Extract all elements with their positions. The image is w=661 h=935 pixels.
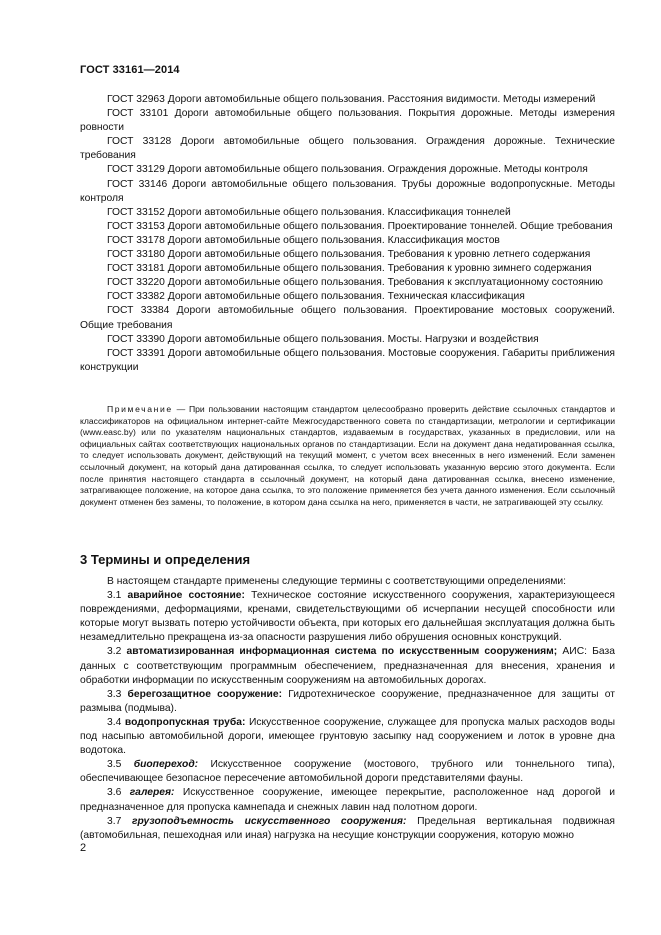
document-code-header: ГОСТ 33161—2014 [80, 64, 180, 76]
term-number: 3.7 [107, 815, 133, 827]
term-number: 3.1 [107, 590, 128, 602]
reference-item: ГОСТ 33146 Дороги автомобильные общего пользования. Трубы дорожные водопропускные. Методы контроля [80, 178, 615, 204]
term-item [80, 716, 615, 758]
term-name: берегозащитное сооружение: [127, 688, 283, 700]
normative-references-list [80, 93, 615, 375]
reference-item: ГОСТ 33220 Дороги автомобильные общего пользования. Требования к эксплуатационному состоянию [107, 277, 603, 289]
reference-item: ГОСТ 33382 Дороги автомобильные общего пользования. Техническая классификация [107, 291, 525, 303]
term-item [80, 786, 615, 814]
term-name: водопропускная труба: [124, 716, 246, 728]
term-name: биопереход: [133, 759, 199, 771]
term-name: грузоподъемность искусственного сооружения: [132, 815, 407, 827]
note-paragraph [80, 404, 615, 508]
page-number: 2 [80, 842, 87, 854]
term-definition: АИС: База данных с соответствующим программным обеспечением, предназначенная для внесения, хранения и обработки информации по искусственным сооружениям на автомобильных дорогах. [80, 646, 615, 686]
term-item [80, 688, 615, 716]
reference-item: ГОСТ 33152 Дороги автомобильные общего пользования. Классификация тоннелей [107, 206, 511, 218]
term-definition: Искусственное сооружение (мостового, трубного или тоннельного типа), обеспечивающее безопасное пересечение автомобильной дороги представителями фауны. [80, 759, 615, 785]
term-number: 3.3 [107, 688, 128, 700]
term-definition: Техническое состояние искусственного сооружения, характеризующееся повреждениями, деформациями, кренами, свидетельствующими об исчерпании несущей способности или которые могут вызвать потерю устойчивости объекта, при которых его дальнейшая эксплуатация должна быть незамедлительно прекращена из-за опасности разрушения либо обрушения основных конструкций. [80, 590, 615, 644]
reference-item: ГОСТ 33181 Дороги автомобильные общего пользования. Требования к уровню зимнего содержания [107, 263, 592, 275]
term-number: 3.4 [107, 716, 125, 728]
section-intro: В настоящем стандарте применены следующие термины с соответствующими определениями: [107, 576, 567, 587]
term-item [80, 589, 615, 645]
note-text: — При пользовании настоящим стандартом целесообразно проверить действие ссылочных стандартов и классификаторов на официальном интернет-сайте Межгосударственного совета по стандартизации, метрологии и сертификации (www.easc.by) или по указателям национальных стандартов, издаваемым в государствах, указанных в предисловии, или на официальных сайтах соответствующих национальных органов по стандартизации. Если на документ дана недатированная ссылка, то следует использовать документ, действующий на текущий момент, с учетом всех внесенных в него изменений. Если заменен ссылочный документ, на который дана датированная ссылка, то следует использовать указанную версию этого документа. Если после принятия настоящего стандарта в ссылочный документ, на который дана датированная ссылка, внесено изменение, затрагивающее положение, на которое дана ссылка, то это положение применяется без учета данного изменения. Если ссылочный документ отменен без замены, то положение, в котором дана ссылка на него, применяется в части, не затрагивающей эту ссылку. [80, 404, 615, 507]
term-name: автоматизированная информационная система по искусственным сооружениям; [126, 646, 558, 658]
term-name: аварийное состояние: [127, 590, 245, 602]
reference-item: ГОСТ 33128 Дороги автомобильные общего пользования. Ограждения дорожные. Технические требования [80, 136, 615, 162]
reference-item: ГОСТ 33390 Дороги автомобильные общего пользования. Мосты. Нагрузки и воздействия [107, 333, 539, 345]
term-item [80, 645, 615, 687]
terms-list [80, 575, 615, 843]
reference-item: ГОСТ 33384 Дороги автомобильные общего пользования. Проектирование мостовых сооружений. Общие требования [80, 305, 615, 331]
reference-item: ГОСТ 32963 Дороги автомобильные общего пользования. Расстояния видимости. Методы измерений [107, 94, 596, 105]
section-title: 3 Термины и определения [80, 552, 251, 567]
term-definition: Гидротехническое сооружение, предназначенное для защиты от размыва (подмыва). [80, 688, 615, 714]
reference-item: ГОСТ 33391 Дороги автомобильные общего пользования. Мостовые сооружения. Габариты приближения конструкции [80, 347, 615, 373]
reference-item: ГОСТ 33178 Дороги автомобильные общего пользования. Классификация мостов [107, 234, 500, 246]
reference-item: ГОСТ 33153 Дороги автомобильные общего пользования. Проектирование тоннелей. Общие требования [107, 220, 613, 232]
term-definition: Искусственное сооружение, имеющее перекрытие, расположенное над дорогой и предназначенное для пропуска камнепада и снежных лавин над полотном дороги. [80, 787, 615, 813]
term-item [80, 758, 615, 786]
note-block [80, 404, 615, 508]
term-number: 3.5 [107, 759, 134, 771]
term-definition: Предельная вертикальная подвижная (автомобильная, пешеходная или иная) нагрузка на несущие конструкции сооружения, которую можно [80, 815, 615, 841]
reference-item: ГОСТ 33180 Дороги автомобильные общего пользования. Требования к уровню летнего содержания [107, 249, 591, 261]
term-item [80, 815, 615, 843]
note-label: Примечание [107, 404, 173, 414]
term-definition: Искусственное сооружение, служащее для пропуска малых расходов воды под насыпью автомобильной дороги, имеющее грунтовую засыпку над сооружением и лоток в уровне дна водотока. [80, 716, 615, 757]
reference-item: ГОСТ 33101 Дороги автомобильные общего пользования. Покрытия дорожные. Методы измерения ровности [80, 108, 615, 134]
term-number: 3.2 [107, 646, 127, 658]
reference-item: ГОСТ 33129 Дороги автомобильные общего пользования. Ограждения дорожные. Методы контроля [107, 164, 588, 176]
term-name: галерея: [129, 787, 175, 799]
term-number: 3.6 [107, 787, 130, 799]
